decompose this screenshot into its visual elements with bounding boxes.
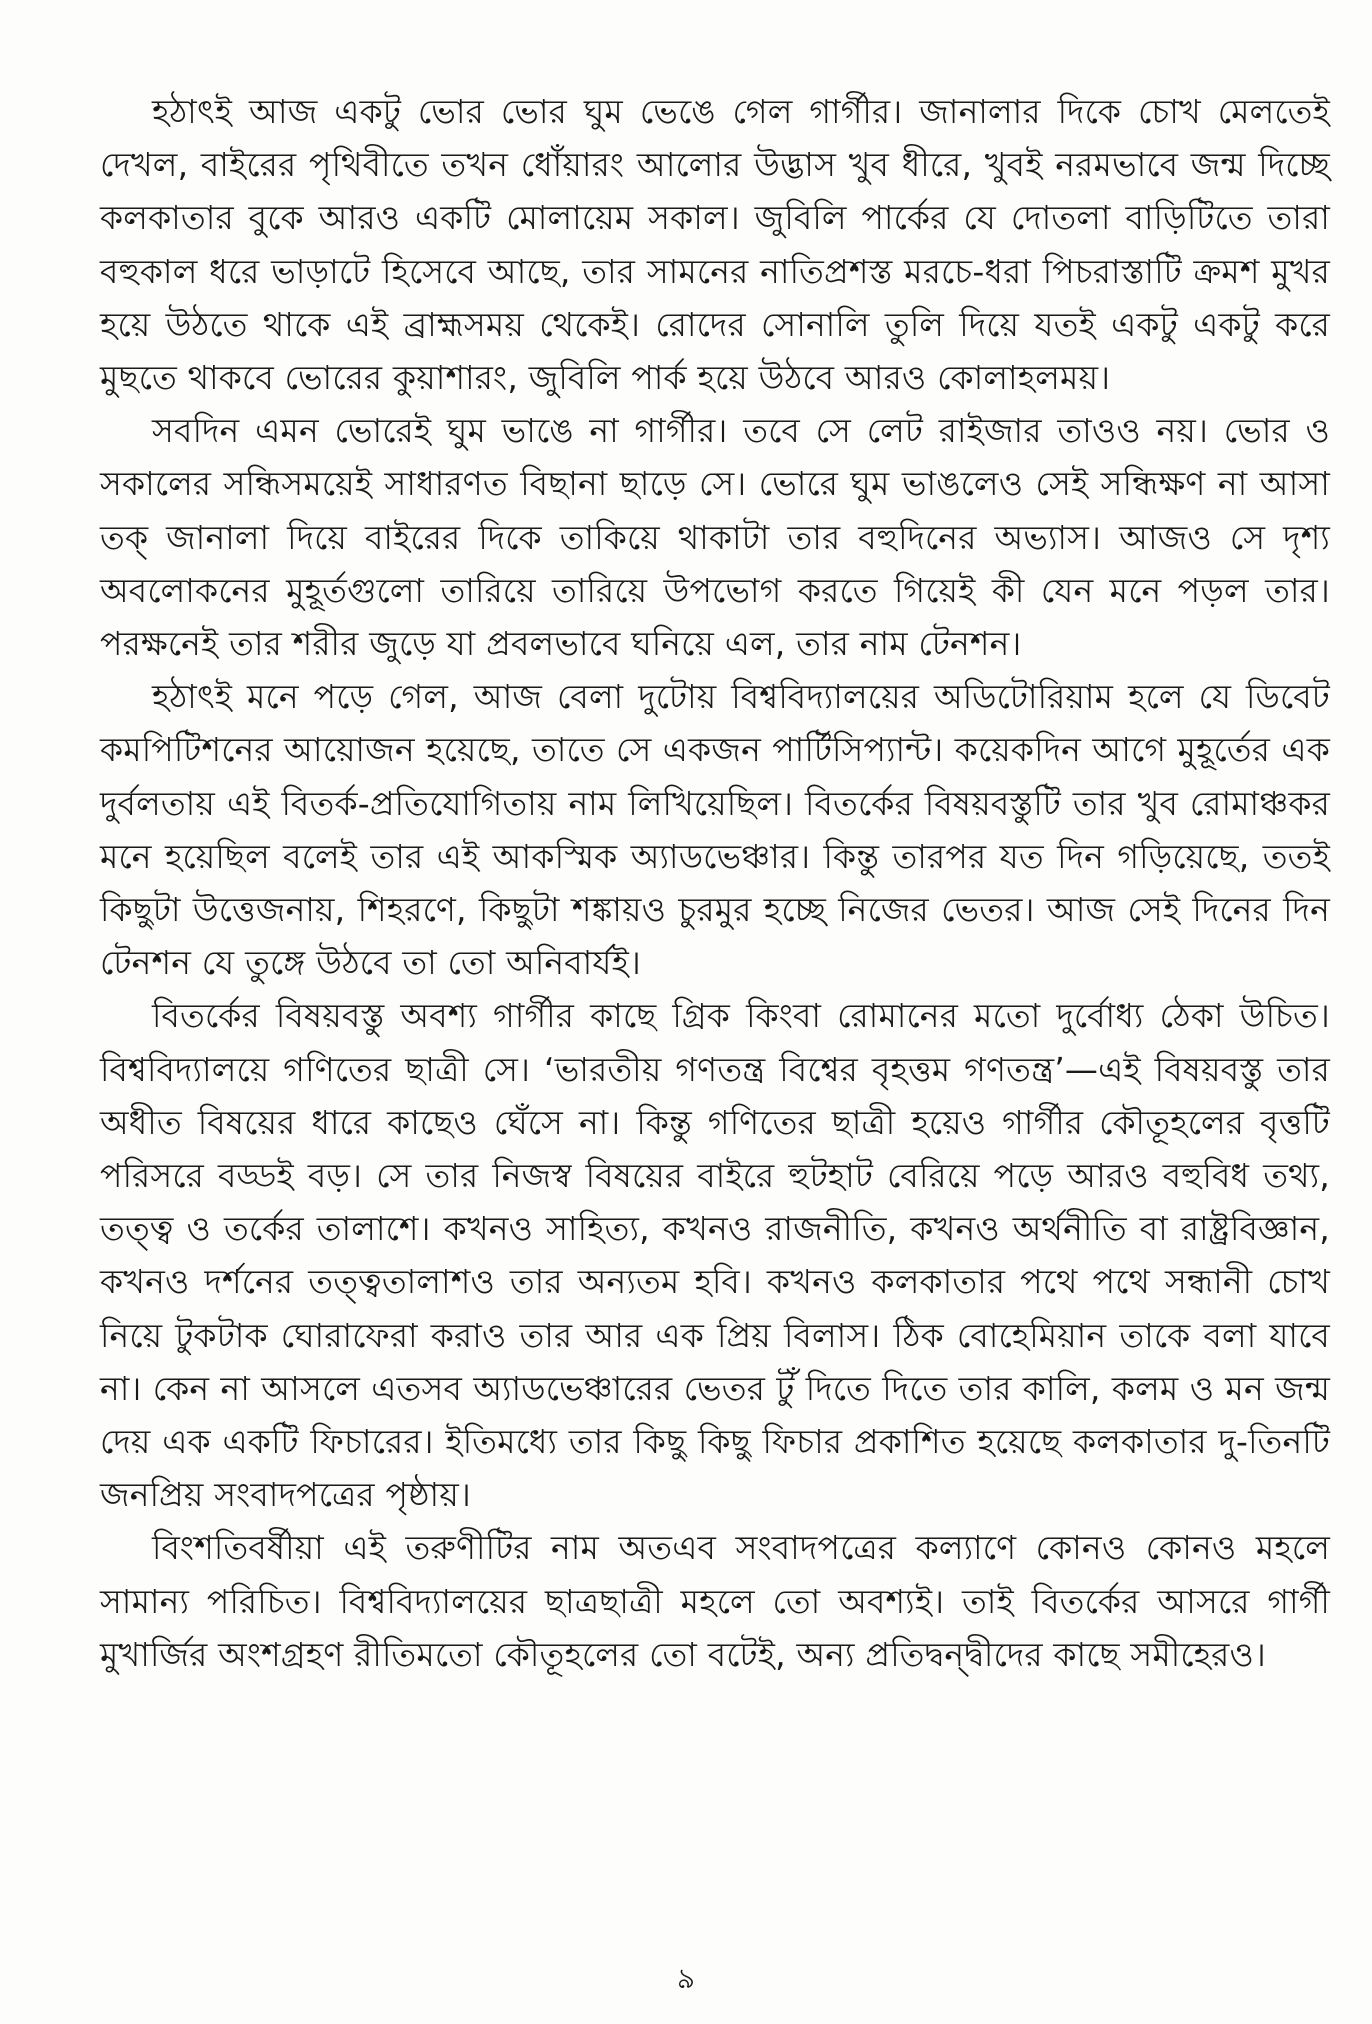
paragraph-5: বিংশতিবর্ষীয়া এই তরুণীটির নাম অতএব সংবাদপত্রের কল্যাণে কোনও কোনও মহলে সামান্য পরিচিত। বিশ্ববিদ্যালয়ের ছাত্রছাত্রী মহলে তো অবশ্যই। তাই বিতর্কের আসরে গার্গী মুখার্জির অংশগ্রহণ রীতিমতো কৌতূহলের তো বটেই, অন্য প্রতিদ্বন্দ্বীদের কাছে সমীহেরও। — [100, 1528, 1330, 1674]
paragraph-1: হঠাৎই আজ একটু ভোর ভোর ঘুম ভেঙে গেল গার্গীর। জানালার দিকে চোখ মেলতেই দেখল, বাইরের পৃথিবীতে তখন ধোঁয়ারং আলোর উদ্ভাস খুব ধীরে, খুবই নরমভাবে জন্ম দিচ্ছে কলকাতার বুকে আরও একটি মোলায়েম সকাল। জুবিলি পার্কের যে দোতলা বাড়িটিতে তারা বহুকাল ধরে ভাড়াটে হিসেবে আছে, তার সামনের নাতিপ্রশস্ত মরচে-ধরা পিচরাস্তাটি ক্রমশ মুখর হয়ে উঠতে থাকে এই ব্রাহ্মসময় থেকেই। রোদের সোনালি তুলি দিয়ে যতই একটু একটু করে মুছতে থাকবে ভোরের কুয়াশারং, জুবিলি পার্ক হয়ে উঠবে আরও কোলাহলময়। — [100, 92, 1330, 398]
body-text — [100, 85, 1330, 1681]
page-number: ৯ — [676, 1962, 696, 1995]
paragraph-4: বিতর্কের বিষয়বস্তু অবশ্য গার্গীর কাছে গ্রিক কিংবা রোমানের মতো দুর্বোধ্য ঠেকা উচিত। বিশ্ববিদ্যালয়ে গণিতের ছাত্রী সে। ‘ভারতীয় গণতন্ত্র বিশ্বের বৃহত্তম গণতন্ত্র’—এই বিষয়বস্তু তার অধীত বিষয়ের ধারে কাছেও ঘেঁসে না। কিন্তু গণিতের ছাত্রী হয়েও গার্গীর কৌতূহলের বৃত্তটি পরিসরে বড্ডই বড়। সে তার নিজস্ব বিষয়ের বাইরে হুটহাট বেরিয়ে পড়ে আরও বহুবিধ তথ্য, তত্ত্ব ও তর্কের তালাশে। কখনও সাহিত্য, কখনও রাজনীতি, কখনও অর্থনীতি বা রাষ্ট্রবিজ্ঞান, কখনও দর্শনের তত্ত্বতালাশও তার অন্যতম হবি। কখনও কলকাতার পথে পথে সন্ধানী চোখ নিয়ে টুকটাক ঘোরাফেরা করাও তার আর এক প্রিয় বিলাস। ঠিক বোহেমিয়ান তাকে বলা যাবে না। কেন না আসলে এতসব অ্যাডভেঞ্চারের ভেতর টুঁ দিতে দিতে তার কালি, কলম ও মন জন্ম দেয় এক একটি ফিচারের। ইতিমধ্যে তার কিছু কিছু ফিচার প্রকাশিত হয়েছে কলকাতার দু-তিনটি জনপ্রিয় সংবাদপত্রের পৃষ্ঠায়। — [100, 996, 1330, 1515]
paragraph-3: হঠাৎই মনে পড়ে গেল, আজ বেলা দুটোয় বিশ্ববিদ্যালয়ের অডিটোরিয়াম হলে যে ডিবেট কমপিটিশনের আয়োজন হয়েছে, তাতে সে একজন পার্টিসিপ্যান্ট। কয়েকদিন আগে মুহূর্তের এক দুর্বলতায় এই বিতর্ক-প্রতিযোগিতায় নাম লিখিয়েছিল। বিতর্কের বিষয়বস্তুটি তার খুব রোমাঞ্চকর মনে হয়েছিল বলেই তার এই আকস্মিক অ্যাডভেঞ্চার। কিন্তু তারপর যত দিন গড়িয়েছে, ততই কিছুটা উত্তেজনায়, শিহরণে, কিছুটা শঙ্কায়ও চুরমুর হচ্ছে নিজের ভেতর। আজ সেই দিনের দিন টেনশন যে তুঙ্গে উঠবে তা তো অনিবার্যই। — [100, 677, 1330, 983]
paragraph-2: সবদিন এমন ভোরেই ঘুম ভাঙে না গার্গীর। তবে সে লেট রাইজার তাওও নয়। ভোর ও সকালের সন্ধিসময়েই সাধারণত বিছানা ছাড়ে সে। ভোরে ঘুম ভাঙলেও সেই সন্ধিক্ষণ না আসা তক্ জানালা দিয়ে বাইরের দিকে তাকিয়ে থাকাটা তার বহুদিনের অভ্যাস। আজও সে দৃশ্য অবলোকনের মুহূর্তগুলো তারিয়ে তারিয়ে উপভোগ করতে গিয়েই কী যেন মনে পড়ল তার। পরক্ষনেই তার শরীর জুড়ে যা প্রবলভাবে ঘনিয়ে এল, তার নাম টেনশন। — [100, 411, 1330, 664]
